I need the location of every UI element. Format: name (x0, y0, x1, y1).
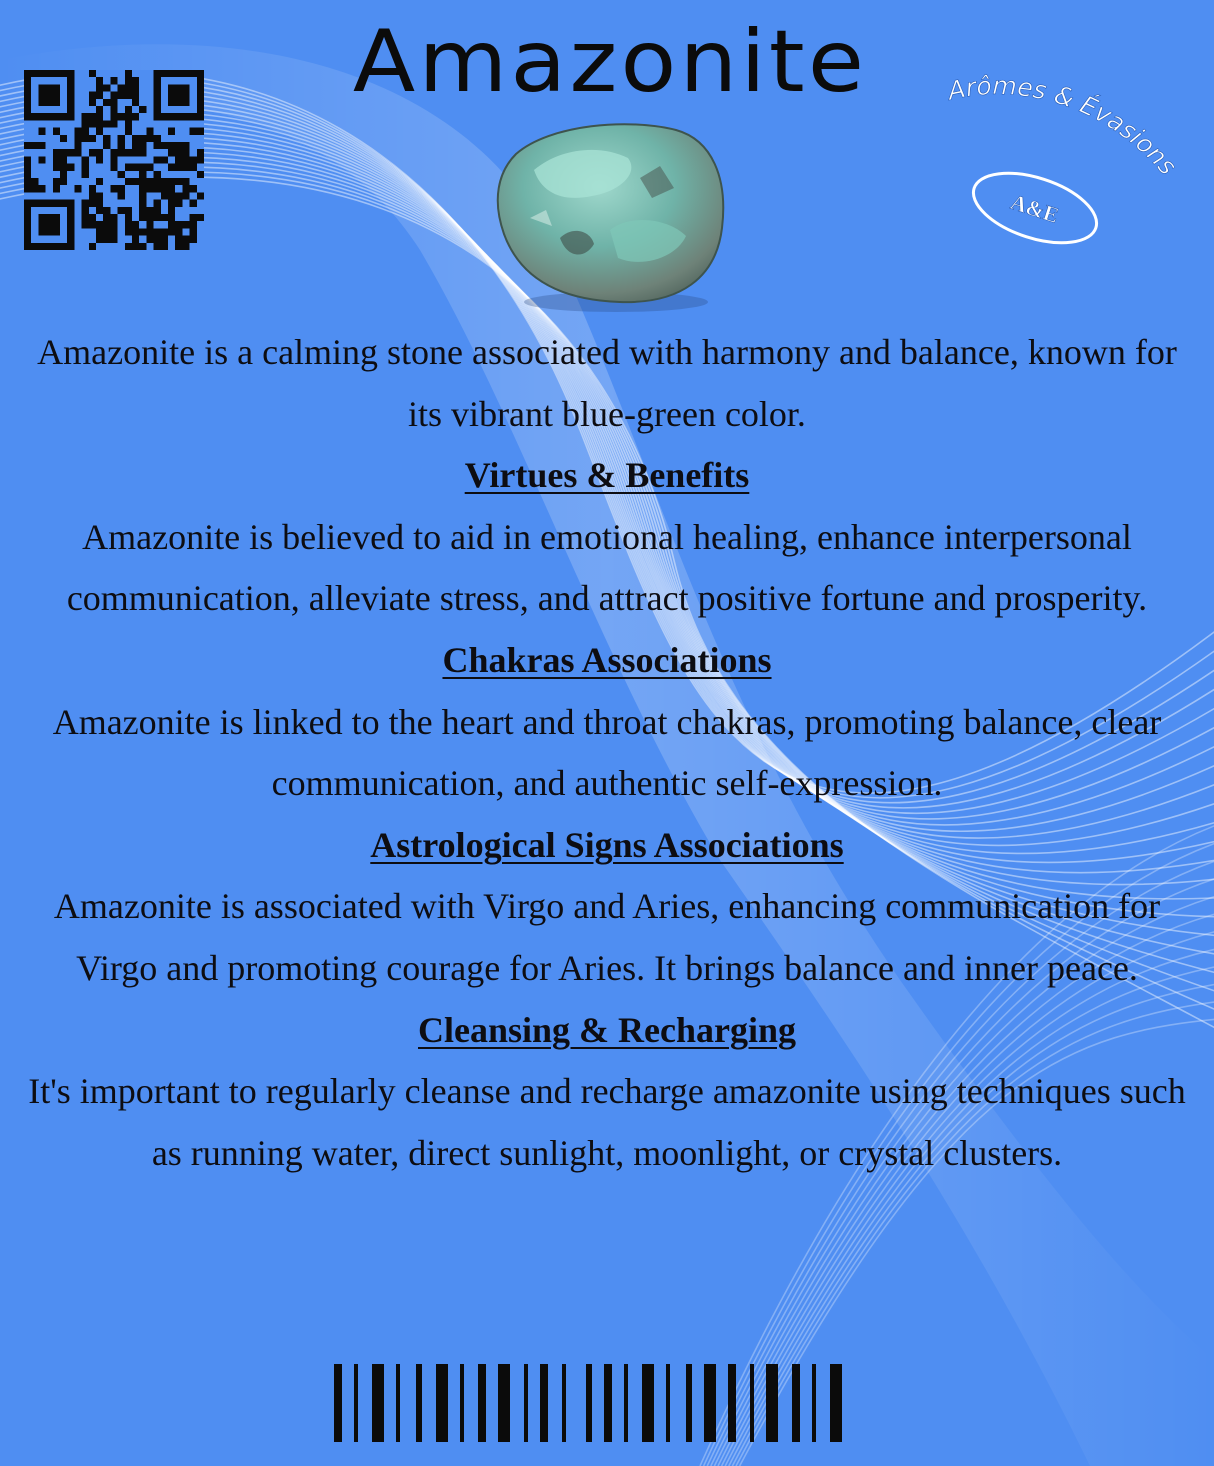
section-heading-cleansing: Cleansing & Recharging (418, 1009, 796, 1050)
section-body-astrology: Amazonite is associated with Virgo and Aries, enhancing communication for Virgo and promoting courage for Aries. It brings balance and inner peace. (53, 886, 1161, 988)
section-body-chakras: Amazonite is linked to the heart and throat chakras, promoting balance, clear communication, and authentic self-expression. (52, 701, 1162, 804)
page-title: Amazonite (352, 12, 868, 112)
section-heading-astrology: Astrological Signs Associations (370, 824, 844, 865)
intro-text: Amazonite is a calming stone associated with harmony and balance, known for its vibrant blue-green color. (37, 332, 1177, 434)
brand-name: Arômes & Évasions (945, 70, 1183, 181)
svg-text:Arômes & Évasions (943, 71, 1182, 181)
barcode-icon (334, 1364, 880, 1442)
brand-monogram: A&E (1007, 189, 1062, 228)
section-heading-chakras: Chakras Associations (442, 639, 772, 680)
section-body-cleansing: It's important to regularly cleanse and recharge amazonite using techniques such as running water, direct sunlight, moonlight, or crystal clusters. (28, 1071, 1186, 1173)
section-body-virtues: Amazonite is believed to aid in emotional healing, enhance interpersonal communication, alleviate stress, and attract positive fortune and prosperity. (66, 516, 1148, 619)
brand-logo (930, 60, 1205, 280)
description (20, 322, 1194, 1184)
amazonite-stone-image (490, 118, 730, 314)
qr-code-icon (24, 70, 204, 250)
section-heading-virtues: Virtues & Benefits (464, 455, 750, 496)
